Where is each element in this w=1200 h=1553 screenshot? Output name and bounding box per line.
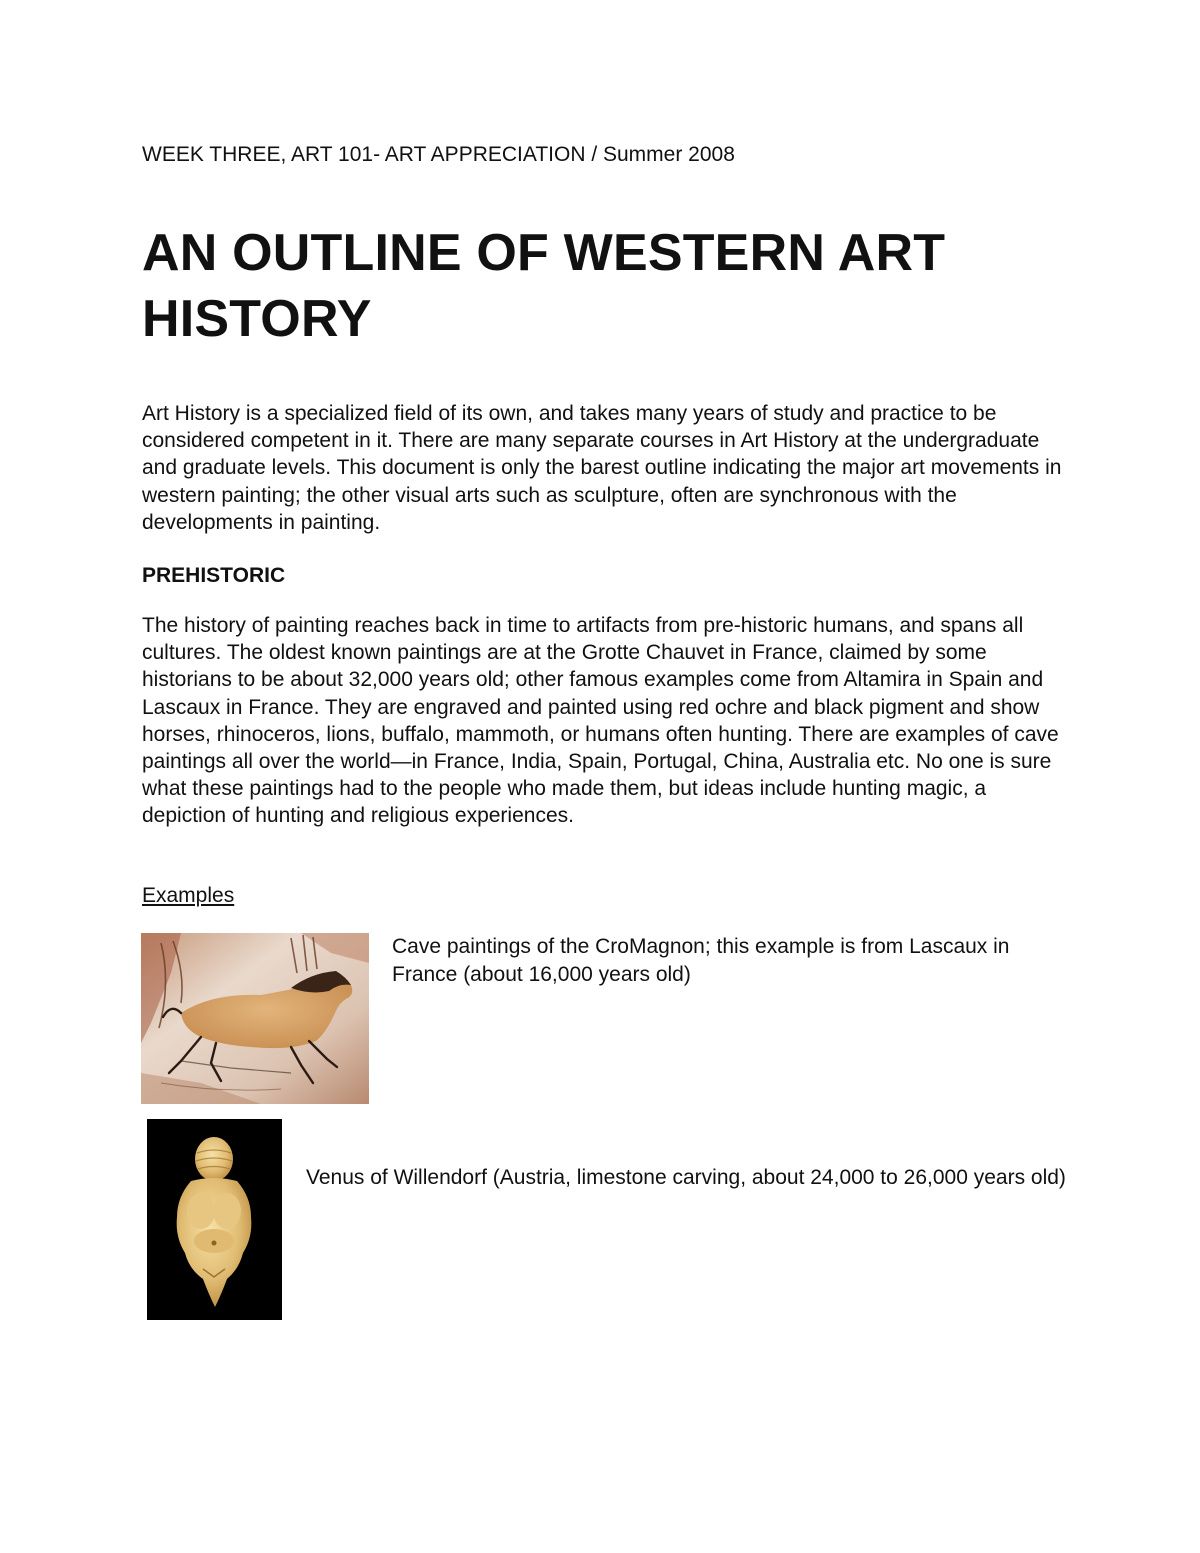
venus-caption: Venus of Willendorf (Austria, limestone carving, about 24,000 to 26,000 years old) xyxy=(306,1166,1066,1189)
venus-of-willendorf-image xyxy=(147,1119,282,1320)
lascaux-horse-image xyxy=(141,933,369,1104)
document-title: AN OUTLINE OF WESTERN ART HISTORY xyxy=(142,224,946,348)
examples-label: Examples xyxy=(142,884,235,907)
course-header: WEEK THREE, ART 101- ART APPRECIATION / Summer 2008 xyxy=(142,143,735,166)
prehistoric-paragraph: The history of painting reaches back in time to artifacts from pre-historic humans, and spans all cultures. The oldest known paintings are at the Grotte Chauvet in France, claimed by some historians to be about 32,000 years old; other famous examples come from Altamira in Spain and Lascaux in France. They are engraved and painted using red ochre and black pigment and show horses, rhinoceros, lions, buffalo, mammoth, or humans often hunting. There are examples of cave paintings all over the world—in France, India, Spain, Portugal, China, Australia etc. No one is sure what these paintings had to the people who made them, but ideas include hunting magic, a depiction of hunting and religious experiences. xyxy=(142,614,1059,828)
intro-paragraph: Art History is a specialized field of its own, and takes many years of study and practice to be considered competent in it. There are many separate courses in Art History at the undergraduate and graduate levels. This document is only the barest outline indicating the major art movements in western painting; the other visual arts such as sculpture, often are synchronous with the developments in painting. xyxy=(142,402,1062,534)
cave-painting-caption: Cave paintings of the CroMagnon; this example is from Lascaux in France (about 16,000 years old) xyxy=(392,935,1010,986)
section-heading-prehistoric: PREHISTORIC xyxy=(142,564,286,587)
